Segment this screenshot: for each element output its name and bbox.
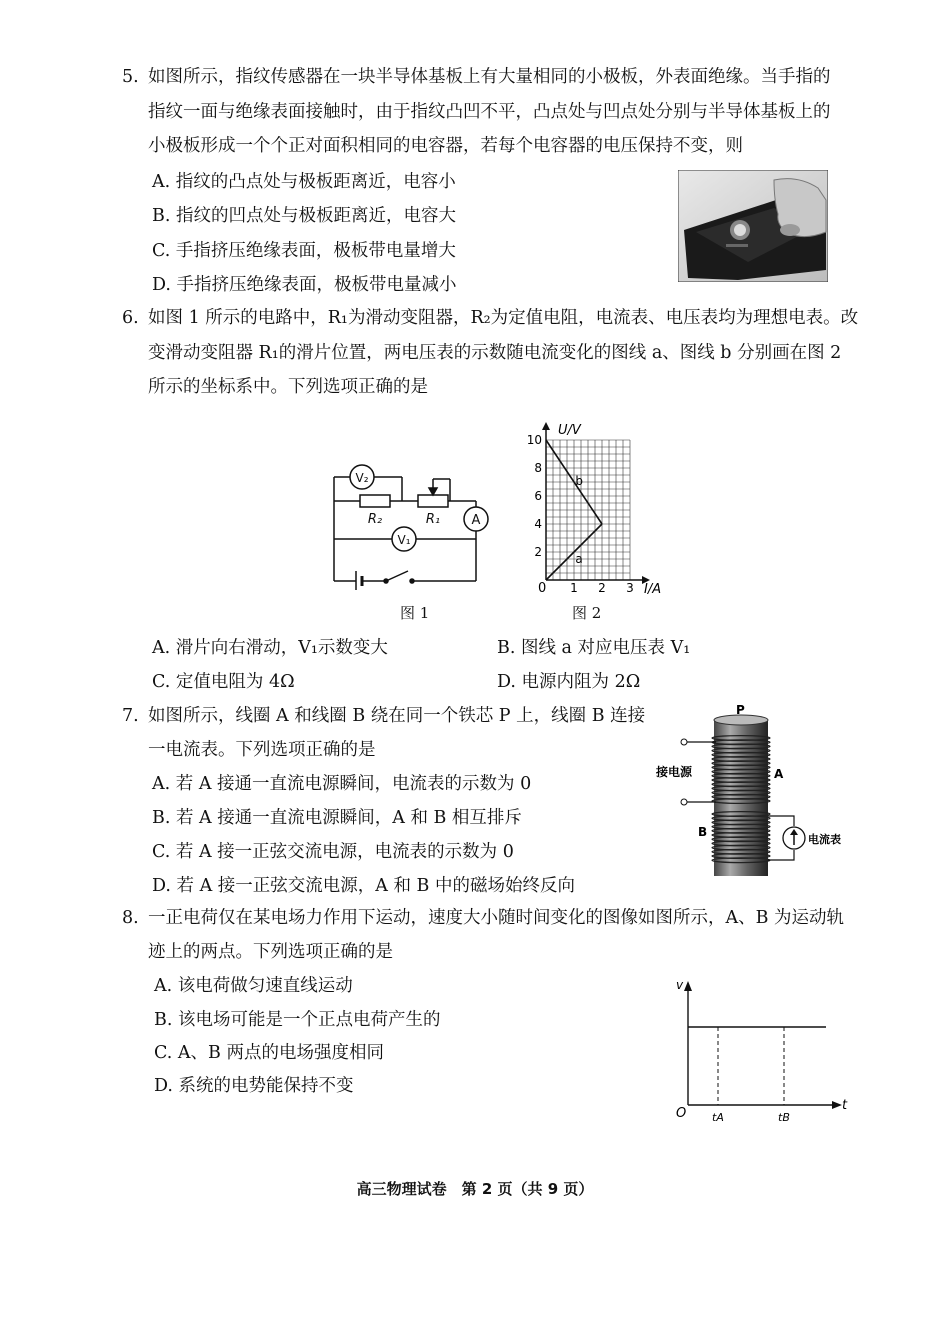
- option-a: A. 滑片向右滑动，V₁示数变大: [152, 638, 388, 658]
- ammeter-label: A: [471, 513, 481, 528]
- option-d: D. 电源内阻为 2Ω: [497, 672, 641, 692]
- page-footer: 高三物理试卷 第 2 页（共 9 页）: [356, 1180, 594, 1198]
- t-axis-label: t: [842, 1098, 848, 1113]
- v-axis-label: v: [676, 978, 684, 992]
- option-b: B. 图线 a 对应电压表 V₁: [497, 638, 691, 658]
- option-c: C. A、B 两点的电场强度相同: [154, 1043, 384, 1063]
- y-tick-label: 6: [534, 489, 542, 503]
- option-a: A. 该电荷做匀速直线运动: [154, 976, 353, 996]
- question-text-line: 指纹一面与绝缘表面接触时，由于指纹凸凹不平，凸点处与凹点处分别与半导体基板上的: [148, 102, 831, 122]
- coil-a-label: A: [774, 767, 784, 781]
- option-b: B. 该电场可能是一个正点电荷产生的: [154, 1010, 441, 1030]
- ui-graph: [520, 418, 670, 598]
- fingerprint-sensor-photo: [678, 170, 828, 282]
- series-label-b: b: [575, 473, 584, 488]
- circuit-diagram: [326, 455, 501, 590]
- core-label: P: [736, 703, 745, 717]
- coil-diagram: [652, 700, 852, 880]
- option-c: C. 定值电阻为 4Ω: [152, 672, 295, 692]
- figure-1-caption: 图 1: [400, 604, 430, 622]
- coil-b-label: B: [698, 825, 708, 839]
- x-tick-label: 1: [570, 581, 578, 595]
- y-tick-label: 4: [534, 517, 542, 531]
- power-label: 接电源: [656, 765, 693, 779]
- tb-label: tB: [778, 1111, 790, 1124]
- origin-label: O: [676, 1106, 687, 1121]
- figure-2-caption: 图 2: [572, 604, 602, 622]
- question-number: 7.: [122, 706, 139, 726]
- question-text-line: 变滑动变阻器 R₁的滑片位置，两电压表的示数随电流变化的图线 a、图线 b 分别画在图 2: [148, 343, 842, 363]
- option-b: B. 若 A 接通一直流电源瞬间，A 和 B 相互排斥: [152, 808, 522, 828]
- series-label-a: a: [575, 552, 583, 567]
- option-a: A. 若 A 接通一直流电源瞬间，电流表的示数为 0: [152, 774, 532, 794]
- y-axis-arrow: [542, 422, 550, 430]
- origin-label: 0: [538, 581, 547, 596]
- question-text-line: 一正电荷仅在某电场力作用下运动，速度大小随时间变化的图像如图所示，A、B 为运动轨: [148, 908, 845, 928]
- y-tick-label: 2: [534, 545, 542, 559]
- question-text-line: 迹上的两点。下列选项正确的是: [148, 942, 393, 962]
- question-text-line: 如图所示，线圈 A 和线圈 B 绕在同一个铁芯 P 上，线圈 B 连接: [148, 706, 646, 726]
- question-text-line: 如图所示，指纹传感器在一块半导体基板上有大量相同的小极板，外表面绝缘。当手指的: [148, 67, 831, 87]
- meter-label: 电流表: [808, 833, 841, 846]
- question-text-line: 小极板形成一个个正对面积相同的电容器，若每个电容器的电压保持不变，则: [148, 136, 743, 156]
- option-d: D. 手指挤压绝缘表面，极板带电量减小: [152, 275, 457, 295]
- question-text-line: 如图 1 所示的电路中，R₁为滑动变阻器，R₂为定值电阻，电流表、电压表均为理想电表。改: [148, 308, 859, 328]
- question-number: 5.: [122, 67, 139, 87]
- ta-label: tA: [712, 1111, 724, 1124]
- graph-ticks: [527, 433, 634, 595]
- option-d: D. 系统的电势能保持不变: [154, 1076, 354, 1096]
- y-axis-label: U/V: [558, 423, 581, 438]
- x-tick-label: 3: [626, 581, 634, 595]
- question-number: 6.: [122, 308, 139, 328]
- v1-label: V₁: [397, 533, 411, 547]
- question-text-line: 一电流表。下列选项正确的是: [148, 740, 376, 760]
- v2-label: V₂: [355, 471, 369, 485]
- option-d: D. 若 A 接一正弦交流电源，A 和 B 中的磁场始终反向: [152, 876, 575, 896]
- question-number: 8.: [122, 908, 139, 928]
- question-text-line: 所示的坐标系中。下列选项正确的是: [148, 377, 428, 397]
- graph-grid: [546, 440, 630, 580]
- option-a: A. 指纹的凸点处与极板距离近，电容小: [152, 172, 456, 192]
- y-tick-label: 8: [534, 461, 542, 475]
- y-tick-label: 10: [526, 433, 542, 447]
- x-axis-label: I/A: [644, 582, 662, 597]
- r1-label: R₁: [425, 512, 441, 527]
- r2-label: R₂: [367, 512, 383, 527]
- vt-graph: [672, 975, 852, 1125]
- option-b: B. 指纹的凹点处与极板距离近，电容大: [152, 206, 456, 226]
- option-c: C. 手指挤压绝缘表面，极板带电量增大: [152, 241, 456, 261]
- x-tick-label: 2: [598, 581, 606, 595]
- option-c: C. 若 A 接一正弦交流电源，电流表的示数为 0: [152, 842, 514, 862]
